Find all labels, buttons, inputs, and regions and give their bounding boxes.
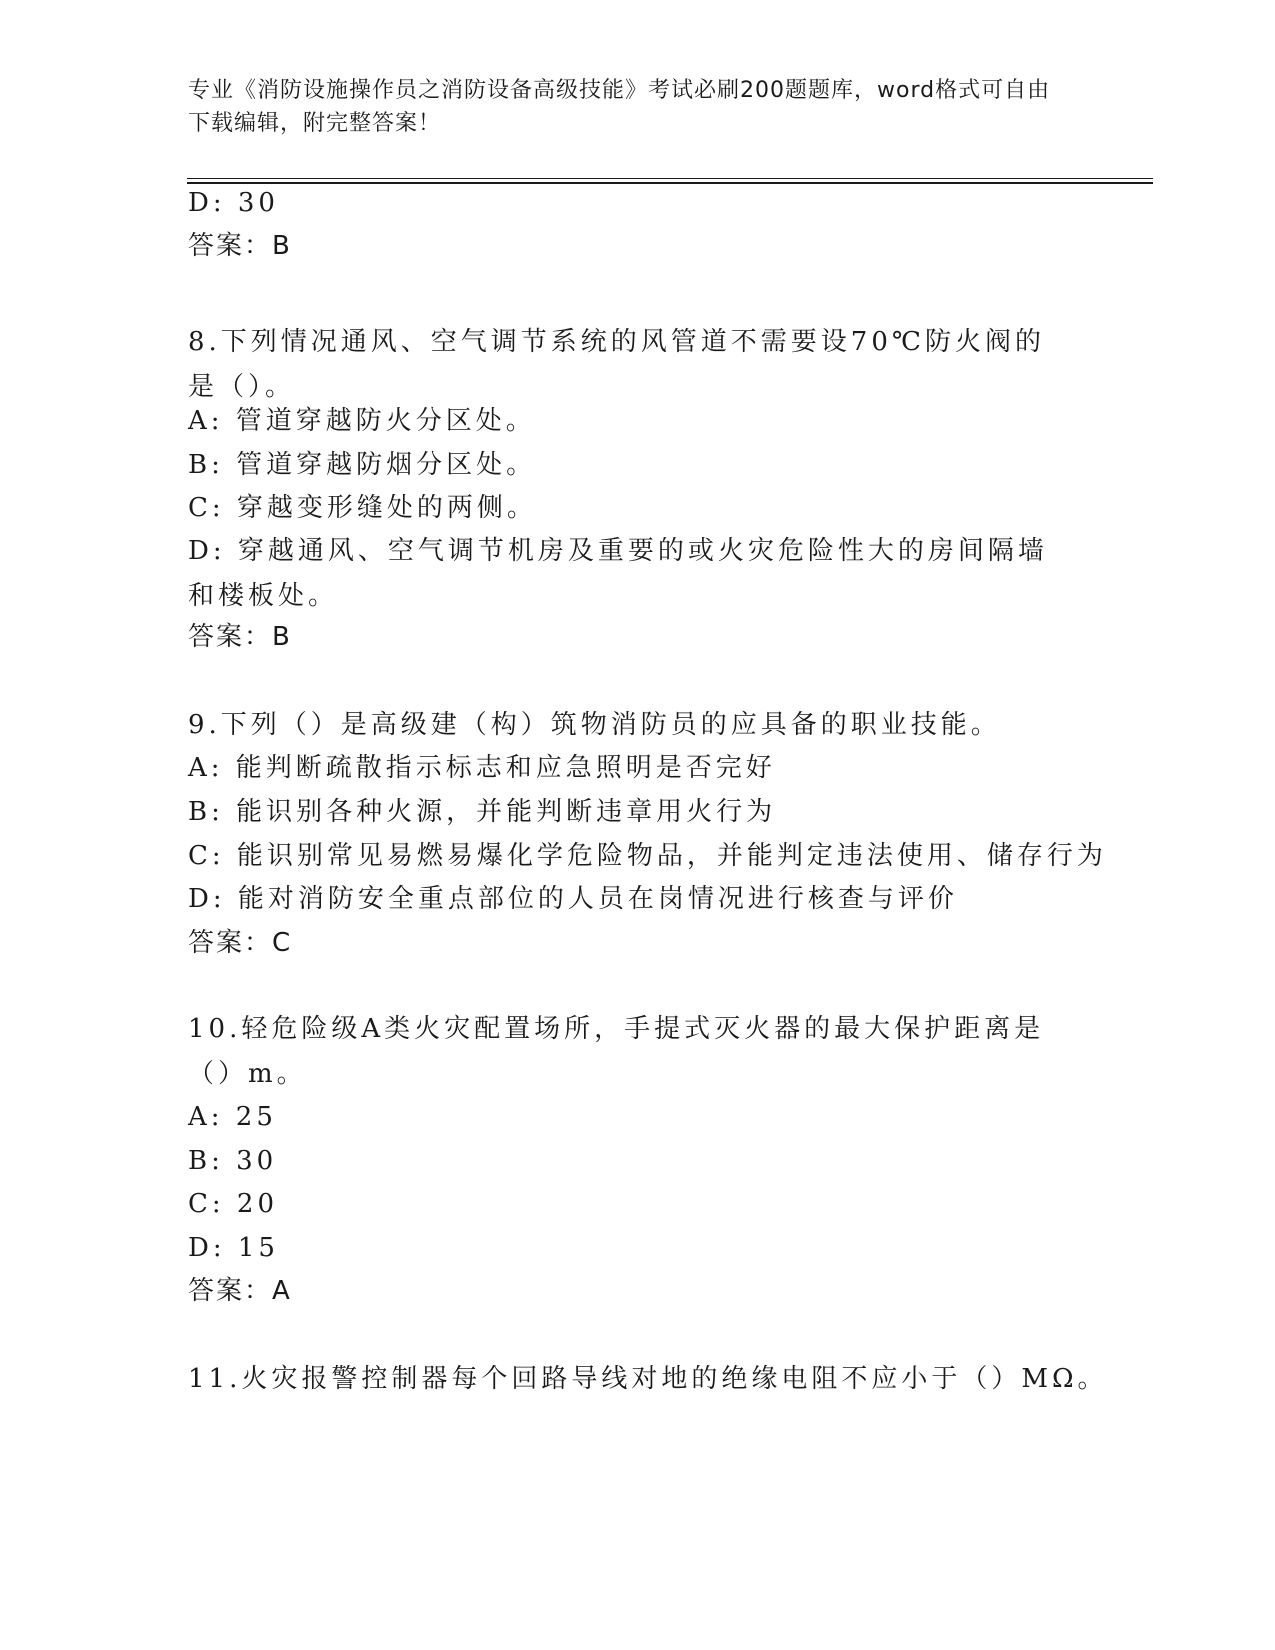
question-stem: 11.火灾报警控制器每个回路导线对地的绝缘电阻不应小于（）MΩ。 (188, 1364, 1108, 1394)
option-a: A: 25 (188, 1102, 277, 1132)
question-stem: 8.下列情况通风、空气调节系统的风管道不需要设70℃防火阀的是（）。 (188, 327, 1045, 402)
header-divider-thick (187, 182, 1153, 184)
answer-label: 答案：A (188, 1276, 292, 1306)
option-b: B: 管道穿越防烟分区处。 (188, 450, 537, 480)
question-stem: 10.轻危险级A类火灾配置场所，手提式灭火器的最大保护距离是（）m。 (188, 1014, 1045, 1089)
option-d: D: 15 (188, 1233, 279, 1263)
option-b: B: 30 (188, 1146, 278, 1176)
answer-label: 答案：B (188, 622, 292, 652)
option-d: D: 30 (188, 188, 279, 218)
option-c: C: 穿越变形缝处的两侧。 (188, 493, 537, 523)
option-b: B: 能识别各种火源，并能判断违章用火行为 (188, 797, 777, 827)
answer-label: 答案：B (188, 231, 292, 261)
option-d: D: 穿越通风、空气调节机房及重要的或火灾危险性大的房间隔墙和楼板处。 (188, 536, 1048, 611)
question-stem: 9.下列（）是高级建（构）筑物消防员的应具备的职业技能。 (188, 710, 1001, 740)
option-c: C: 20 (188, 1189, 279, 1219)
document-header: 专业《消防设施操作员之消防设备高级技能》考试必刷200题题库，word格式可自由下载编辑，附完整答案！ (188, 78, 1051, 136)
header-divider-thin (187, 178, 1153, 179)
option-c: C: 能识别常见易燃易爆化学危险物品，并能判定违法使用、储存行为 (188, 841, 1107, 871)
option-a: A: 能判断疏散指示标志和应急照明是否完好 (188, 753, 776, 783)
answer-label: 答案：C (188, 928, 293, 958)
option-a: A: 管道穿越防火分区处。 (188, 406, 536, 436)
option-d: D: 能对消防安全重点部位的人员在岗情况进行核查与评价 (188, 884, 958, 914)
